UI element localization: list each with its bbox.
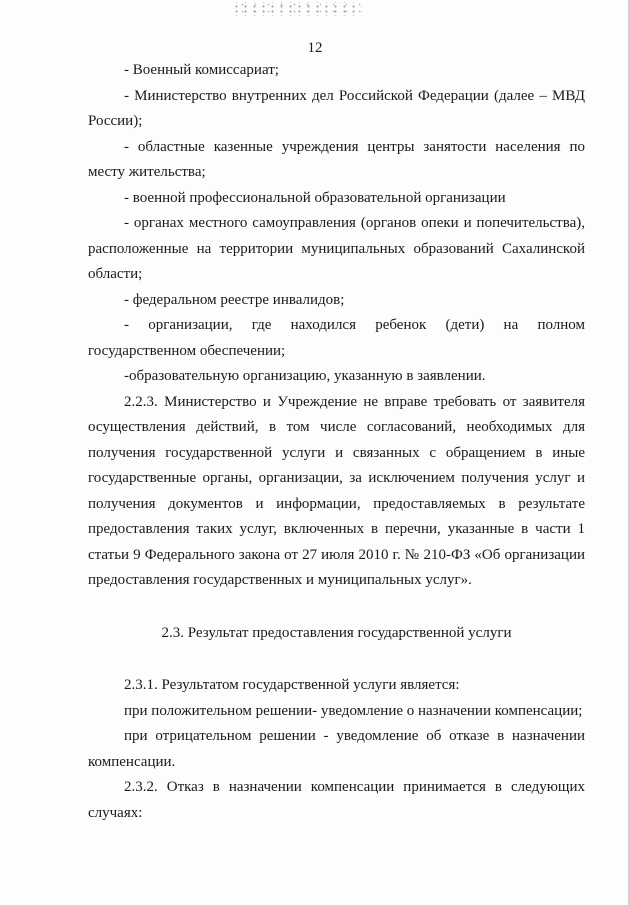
list-item: - областные казенные учреждения центры занятости населения по месту жительства;	[88, 138, 585, 180]
paragraph-2-3-1: 2.3.1. Результатом государственной услуги является:	[124, 677, 460, 693]
list-item: при отрицательном решении - уведомление об отказе в назначении компенсации.	[88, 728, 585, 770]
section-heading: 2.3. Результат предоставления государственной услуги	[161, 624, 512, 641]
list-item: - органах местного самоуправления (органов опеки и попечительства), расположенные на территории муниципальных образований Сахалинской области;	[88, 215, 585, 282]
page-number: 12	[307, 40, 323, 56]
scan-noise	[232, 2, 362, 16]
list-item: при положительном решении- уведомление о назначении компенсации;	[124, 702, 583, 719]
list-item: - федеральном реестре инвалидов;	[124, 291, 345, 308]
list-item: - организации, где находился ребенок (дети) на полном государственном обеспечении;	[88, 317, 585, 359]
list-item: - военной профессиональной образовательной организации	[124, 189, 506, 206]
list-item: - Министерство внутренних дел Российской Федерации (далее – МВД России);	[88, 87, 585, 129]
document-body	[88, 58, 585, 826]
paragraph-2-3-2: 2.3.2. Отказ в назначении компенсации принимается в следующих случаях:	[88, 779, 585, 821]
paragraph-2-2-3: 2.2.3. Министерство и Учреждение не вправе требовать от заявителя осуществления действий, в том числе согласований, необходимых для получения государственной услуги и связанных с обращением в иные государственные органы, организации, за исключением получения услуг и получения документов и информации, предоставляемых в результате предоставления таких услуг, включенных в перечни, указанные в части 1 статьи 9 Федерального закона от 27 июля 2010 г. № 210-ФЗ «Об организации предоставления государственных и муниципальных услуг».	[88, 393, 585, 588]
list-item: -образовательную организацию, указанную в заявлении.	[124, 368, 486, 384]
list-item: - Военный комиссариат;	[124, 62, 279, 78]
